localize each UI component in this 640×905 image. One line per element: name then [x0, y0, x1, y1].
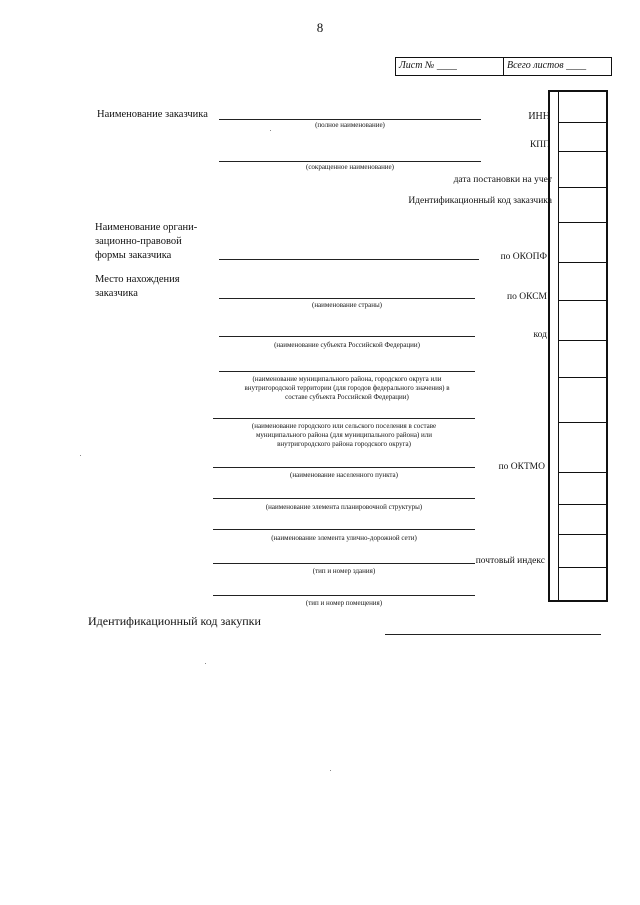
codes-inner-border	[558, 92, 559, 600]
municipal-caption-line-1: (наименование муниципального района, городского округа или	[252, 375, 442, 383]
org-form-label-line-1: Наименование органи-	[95, 222, 198, 233]
reg-date-cell[interactable]	[558, 187, 606, 188]
planning-code-cell[interactable]	[558, 504, 606, 505]
planning-field[interactable]	[213, 498, 475, 499]
org-form-label	[95, 221, 197, 263]
scan-speck	[205, 663, 206, 664]
org-form-field[interactable]	[219, 259, 479, 260]
org-form-label-line-3: формы заказчика	[95, 250, 172, 261]
municipal-caption	[219, 375, 475, 402]
location-label-line-1: Место нахождения	[95, 274, 180, 285]
customer-name-label: Наименование заказчика	[97, 109, 208, 120]
purchase-id-code-label: Идентификационный код закупки	[88, 614, 261, 628]
settlement-code-cell[interactable]	[558, 422, 606, 423]
municipal-caption-line-2: внутригородской территории (для городов федерального значения) в	[244, 384, 450, 392]
kod-label: код	[533, 330, 547, 340]
settlement-caption-line-3: внутригородского района городского округа)	[277, 440, 411, 448]
location-label-line-2: заказчика	[95, 288, 138, 299]
municipal-caption-line-3: составе субъекта Российской Федерации)	[285, 393, 409, 401]
customer-id-code-label: Идентификационный код заказчика	[408, 196, 552, 206]
kpp-cell[interactable]	[558, 151, 606, 152]
oktmo-label: по ОКТМО	[498, 462, 545, 472]
street-caption: (наименование элемента улично-дорожной сети)	[271, 534, 417, 542]
inn-cell[interactable]	[558, 122, 606, 123]
location-label	[95, 273, 180, 301]
okopf-cell[interactable]	[558, 262, 606, 263]
scan-speck	[330, 770, 331, 771]
country-field[interactable]	[219, 298, 475, 299]
settlement-caption	[213, 422, 475, 449]
municipal-code-cell[interactable]	[558, 377, 606, 378]
page-number: 8	[316, 20, 324, 35]
scan-speck	[80, 455, 81, 456]
locality-field[interactable]	[213, 467, 475, 468]
codes-column	[548, 90, 608, 602]
subject-caption: (наименование субъекта Российской Федерации)	[274, 341, 420, 349]
okopf-label: по ОКОПФ	[500, 252, 547, 262]
oksm-label: по ОКСМ	[507, 292, 547, 302]
sheet-count-box	[395, 57, 612, 76]
full-name-field[interactable]	[219, 119, 481, 120]
reg-date-label: дата постановки на учет	[453, 175, 552, 185]
purchase-id-code-field[interactable]	[385, 634, 601, 635]
sheet-number-cell[interactable]	[396, 58, 504, 75]
locality-caption: (наименование населенного пункта)	[290, 471, 398, 479]
inn-label: ИНН	[528, 111, 550, 122]
room-field[interactable]	[213, 595, 475, 596]
postal-code-label: почтовый индекс	[475, 556, 545, 566]
sheet-number-value: ____	[436, 60, 457, 71]
short-name-field[interactable]	[219, 161, 481, 162]
scan-speck	[270, 130, 271, 131]
settlement-caption-line-2: муниципального района (для муниципального района) или	[256, 431, 432, 439]
building-caption: (тип и номер здания)	[312, 567, 376, 575]
org-form-label-line-2: зационно-правовой	[95, 236, 182, 247]
subject-field[interactable]	[219, 336, 475, 337]
postal-code-cell[interactable]	[558, 567, 606, 568]
customer-id-cell[interactable]	[558, 222, 606, 223]
street-code-cell[interactable]	[558, 534, 606, 535]
room-caption: (тип и номер помещения)	[305, 599, 383, 607]
oktmo-cell[interactable]	[558, 472, 606, 473]
short-name-caption: (сокращенное наименование)	[305, 163, 394, 171]
oksm-cell[interactable]	[558, 300, 606, 301]
planning-caption: (наименование элемента планировочной структуры)	[265, 503, 423, 511]
full-name-caption: (полное наименование)	[315, 121, 385, 129]
building-field[interactable]	[213, 563, 475, 564]
kpp-label: КПП	[529, 140, 550, 150]
street-field[interactable]	[213, 529, 475, 530]
sheet-number-label: Лист №	[399, 60, 435, 71]
total-sheets-cell[interactable]	[504, 58, 611, 75]
municipal-field[interactable]	[219, 371, 475, 372]
country-caption: (наименование страны)	[311, 301, 383, 309]
settlement-field[interactable]	[213, 418, 475, 419]
total-sheets-label: Всего листов	[507, 60, 564, 71]
total-sheets-value: ____	[566, 60, 587, 71]
settlement-caption-line-1: (наименование городского или сельского поселения в составе	[251, 422, 437, 430]
kod-cell[interactable]	[558, 340, 606, 341]
